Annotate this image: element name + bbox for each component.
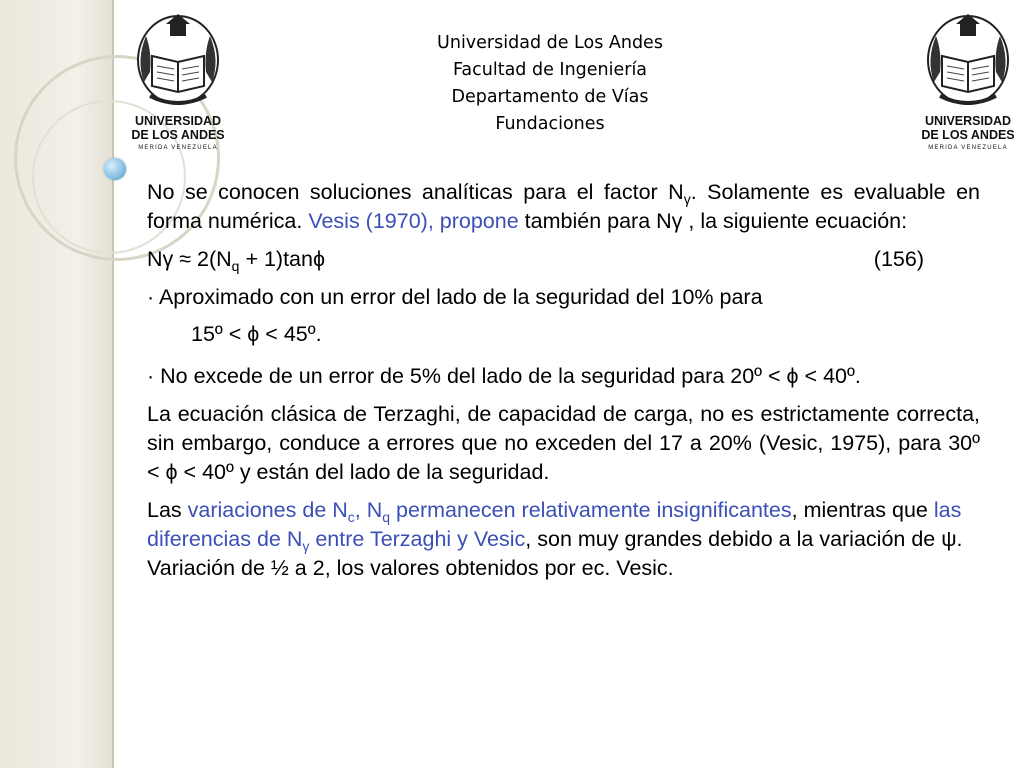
bullet-approximation-range: 15º < ϕ < 45º.: [191, 322, 322, 346]
header-faculty: Facultad de Ingeniería: [452, 60, 648, 80]
equation-number: (156): [873, 247, 924, 271]
header-course: Fundaciones: [495, 114, 605, 134]
paragraph-terzaghi: La ecuación clásica de Terzaghi, de capacidad de carga, no es estrictamente correcta, sin embargo, conduce a errores que no exceden del 17 a 20% (Vesic, 1975), para 30º < ϕ < 40º y están del lado de la seguridad.: [147, 402, 980, 484]
university-seal-emblem: [928, 14, 1008, 104]
logo-city: MERIDA VENEZUELA: [138, 145, 218, 151]
decorative-blue-dot: [104, 158, 126, 180]
logo-city: MERIDA VENEZUELA: [928, 145, 1008, 151]
university-logo-right: [920, 12, 1016, 152]
header-department: Departamento de Vías: [451, 87, 649, 107]
university-logo-left: [130, 12, 226, 152]
slide-content: [147, 178, 980, 583]
paragraph-variations: Las variaciones de $N_c$, $N_q$ permanecen relativamente insignificantes, mientras que las diferencias de $N_\gamma$ entre Terzaghi y Vesic, son muy grandes debido a la variación de ψ. Variación de ½ a 2, los valores obtenidos por ec. Vesic.: [147, 498, 963, 580]
university-seal-emblem: [138, 14, 218, 104]
logo-name-line2: DE LOS ANDES: [131, 128, 225, 142]
logo-name-line2: DE LOS ANDES: [921, 128, 1015, 142]
bullet-approximation: · Aproximado con un error del lado de la seguridad del 10% para: [147, 285, 763, 309]
bullet-error-limit: · No excede de un error de 5% del lado de la seguridad para 20º < ϕ < 40º.: [147, 364, 861, 388]
logo-name-line1: UNIVERSIDAD: [924, 114, 1012, 128]
equation-156: [147, 245, 980, 274]
page-header: [350, 30, 750, 138]
equation-expression: $N\gamma \approx 2(N_q + 1)\tan\phi$: [147, 247, 326, 274]
header-university: Universidad de Los Andes: [437, 33, 663, 53]
logo-name-line1: UNIVERSIDAD: [134, 114, 222, 128]
paragraph-intro: No se conocen soluciones analíticas para el factor $N_\gamma$. Solamente es evaluable en forma numérica. Vesis (1970), propone también para Nγ , la siguiente ecuación:: [147, 180, 980, 233]
